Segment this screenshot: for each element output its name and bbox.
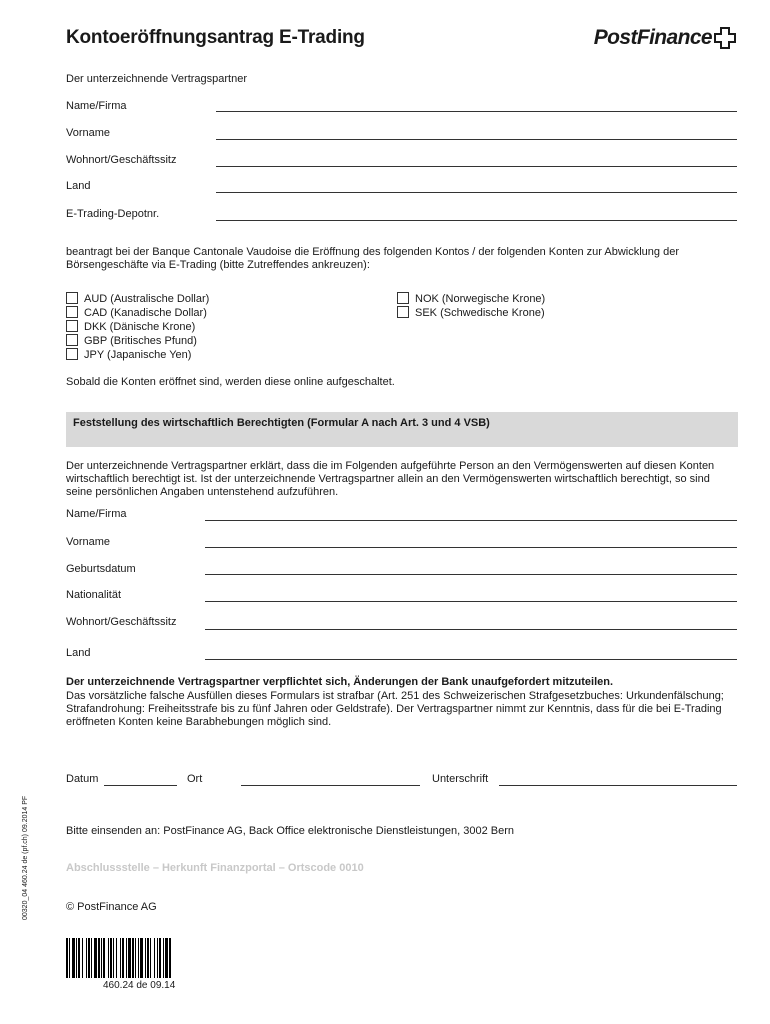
bo-name-input-line[interactable]	[205, 520, 737, 521]
copyright-text: © PostFinance AG	[66, 901, 157, 913]
land-input-line[interactable]	[216, 192, 737, 193]
barcode-bar	[120, 938, 121, 978]
field-label-depotnr: E-Trading-Depotnr.	[66, 208, 160, 220]
checkbox-aud[interactable]	[66, 292, 78, 304]
barcode	[66, 938, 212, 978]
barcode-bar	[91, 938, 92, 978]
barcode-bar	[78, 938, 80, 978]
bo-vorname-input-line[interactable]	[205, 547, 737, 548]
datum-input-line[interactable]	[104, 785, 177, 786]
barcode-bar	[138, 938, 139, 978]
barcode-bar	[82, 938, 83, 978]
barcode-bar	[101, 938, 102, 978]
barcode-bar	[159, 938, 161, 978]
barcode-bar	[169, 938, 171, 978]
barcode-bar	[76, 938, 77, 978]
intro-text: Der unterzeichnende Vertragspartner	[66, 73, 247, 85]
checkbox-label-sek: SEK (Schwedische Krone)	[415, 307, 545, 319]
datum-label: Datum	[66, 773, 99, 785]
bo-geburtsdatum-input-line[interactable]	[205, 574, 737, 575]
barcode-bar	[165, 938, 168, 978]
checkbox-label-dkk: DKK (Dänische Krone)	[84, 321, 196, 333]
ort-label: Ort	[187, 773, 203, 785]
checkbox-label-gbp: GBP (Britisches Pfund)	[84, 335, 197, 347]
warning-text: Das vorsätzliche falsche Ausfüllen dieses Formulars ist strafbar (Art. 251 des Schweizerischen Strafgesetzbuches: Urkundenfälschung; Strafandrohung: Freiheitsstrafe bis zu fünf Jahren oder Geldstrafe). Der Vertragspartner nimmt zur Kenntnis, dass für die bei E-Trading eröffneten Konten keine Barabhebungen möglich sind.	[66, 690, 724, 728]
barcode-bar	[126, 938, 127, 978]
checkbox-label-aud: AUD (Australische Dollar)	[84, 293, 210, 305]
postfinance-logo	[594, 22, 736, 54]
request-text: beantragt bei der Banque Cantonale Vaudoise die Eröffnung des folgenden Kontos / der folgenden Konten zur Abwicklung der Börsengeschäfte via E-Trading (bitte Zutreffendes ankreuzen):	[66, 246, 679, 271]
barcode-bar	[88, 938, 90, 978]
checkbox-nok[interactable]	[397, 292, 409, 304]
bo-label-geburtsdatum: Geburtsdatum	[66, 563, 136, 575]
barcode-bar	[103, 938, 105, 978]
unterschrift-input-line[interactable]	[499, 785, 737, 786]
send-to-text: Bitte einsenden an: PostFinance AG, Back Office elektronische Dienstleistungen, 3002 Bern	[66, 825, 515, 837]
declaration-text: Der unterzeichnende Vertragspartner erklärt, dass die im Folgenden aufgeführte Person an den Vermögenswerten auf diesen Konten wirtschaftlich berechtigt ist. Ist der unterzeichnende Vertragspartner allein an den Vermögenswerten wirtschaftlich berechtigt, so sind seine persönlichen Angaben untenstehend aufzuführen.	[66, 460, 715, 498]
page-title: Kontoeröffnungsantrag E-Trading	[66, 27, 365, 48]
field-label-name: Name/Firma	[66, 100, 127, 112]
barcode-bar	[72, 938, 75, 978]
online-note: Sobald die Konten eröffnet sind, werden diese online aufgeschaltet.	[66, 376, 395, 388]
logo-text: PostFinance	[593, 26, 712, 49]
barcode-bar	[154, 938, 155, 978]
barcode-bar	[98, 938, 100, 978]
barcode-bar	[163, 938, 164, 978]
checkbox-dkk[interactable]	[66, 320, 78, 332]
field-label-vorname: Vorname	[66, 127, 111, 139]
bo-label-land: Land	[66, 647, 91, 659]
unterschrift-label: Unterschrift	[432, 773, 489, 785]
bo-label-name: Name/Firma	[66, 508, 127, 520]
side-form-code: 00320_04 460.24 de (pf.ch) 09.2014 PF	[22, 795, 29, 920]
bo-label-vorname: Vorname	[66, 536, 111, 548]
bo-label-nationalitaet: Nationalität	[66, 589, 122, 601]
field-label-land: Land	[66, 180, 91, 192]
depotnr-input-line[interactable]	[216, 220, 737, 221]
ort-input-line[interactable]	[241, 785, 420, 786]
barcode-bar	[110, 938, 112, 978]
checkbox-label-cad: CAD (Kanadische Dollar)	[84, 307, 207, 319]
barcode-bar	[86, 938, 87, 978]
barcode-bar	[108, 938, 109, 978]
barcode-bar	[94, 938, 97, 978]
checkbox-cad[interactable]	[66, 306, 78, 318]
barcode-bar	[69, 938, 70, 978]
barcode-bar	[157, 938, 158, 978]
bo-nationalitaet-input-line[interactable]	[205, 601, 737, 602]
barcode-bar	[145, 938, 146, 978]
barcode-bar	[150, 938, 151, 978]
barcode-bar	[140, 938, 143, 978]
checkbox-jpy[interactable]	[66, 348, 78, 360]
section-heading: Feststellung des wirtschaftlich Berechtigten (Formular A nach Art. 3 und 4 VSB)	[73, 417, 490, 429]
swiss-cross-icon	[714, 27, 736, 49]
field-label-wohnort: Wohnort/Geschäftssitz	[66, 154, 177, 166]
checkbox-label-jpy: JPY (Japanische Yen)	[84, 349, 192, 361]
bo-label-wohnort: Wohnort/Geschäftssitz	[66, 616, 177, 628]
checkbox-sek[interactable]	[397, 306, 409, 318]
form-code: 460.24 de 09.14	[103, 980, 176, 991]
barcode-bar	[66, 938, 68, 978]
barcode-bar	[122, 938, 124, 978]
office-text: Abschlussstelle – Herkunft Finanzportal – Ortscode 0010	[66, 862, 364, 874]
barcode-bar	[132, 938, 134, 978]
name-input-line[interactable]	[216, 111, 737, 112]
vorname-input-line[interactable]	[216, 139, 737, 140]
barcode-bar	[135, 938, 136, 978]
checkbox-label-nok: NOK (Norwegische Krone)	[415, 293, 546, 305]
barcode-bar	[113, 938, 114, 978]
barcode-bar	[147, 938, 149, 978]
bo-land-input-line[interactable]	[205, 659, 737, 660]
checkbox-gbp[interactable]	[66, 334, 78, 346]
bo-wohnort-input-line[interactable]	[205, 629, 737, 630]
wohnort-input-line[interactable]	[216, 166, 737, 167]
barcode-bar	[116, 938, 117, 978]
barcode-bar	[128, 938, 131, 978]
obligation-text: Der unterzeichnende Vertragspartner verpflichtet sich, Änderungen der Bank unaufgefordert mitzuteilen.	[66, 676, 614, 688]
